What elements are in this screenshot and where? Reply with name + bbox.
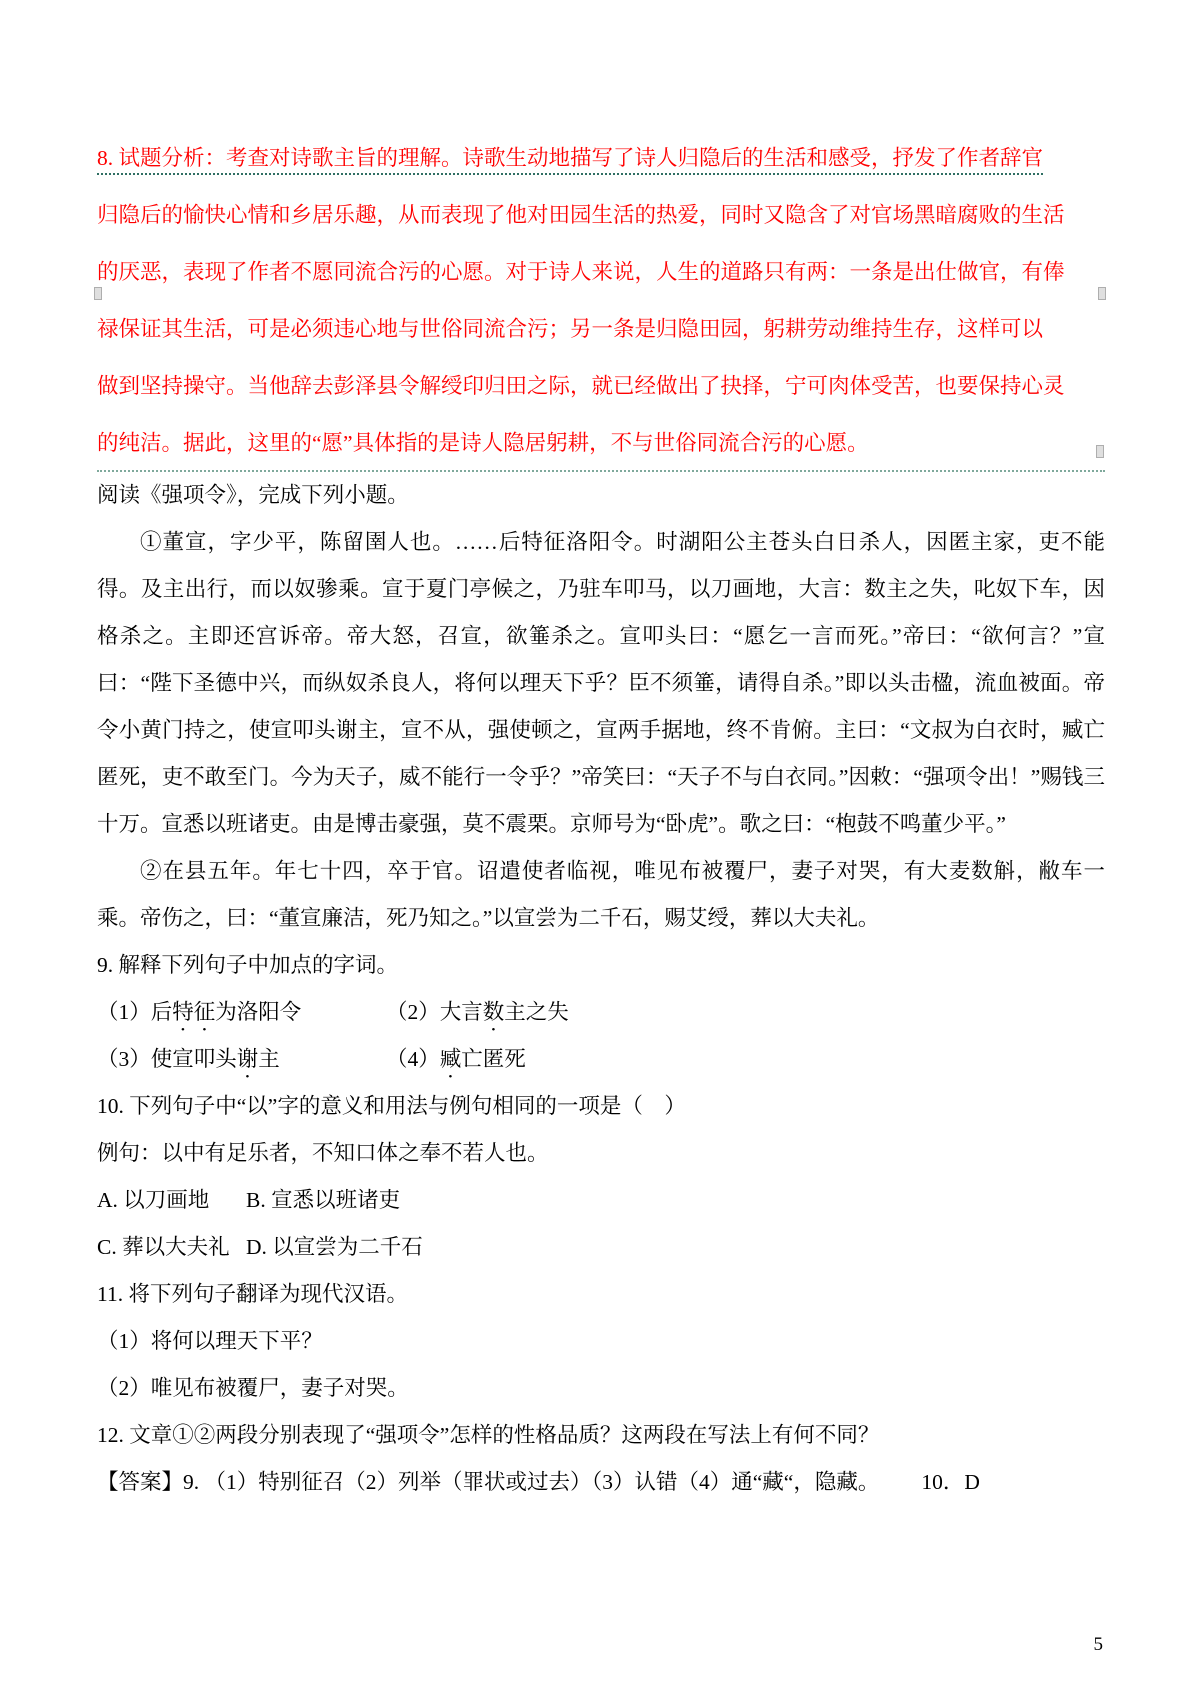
analysis-line xyxy=(97,415,1105,472)
q9-item-1 xyxy=(97,989,386,1036)
q9-item-3-emphasis: 谢 xyxy=(236,1047,259,1071)
question-10-options-row-2 xyxy=(97,1224,1105,1271)
analysis-line xyxy=(97,244,1105,301)
analysis-line-text: 的纯洁。据此，这里的“愿”具体指的是诗人隐居躬耕，不与世俗同流合污的心愿。 xyxy=(97,431,869,455)
question-9-stem: 9. 解释下列句子中加点的字词。 xyxy=(97,953,399,977)
analysis-line-text: 禄保证其生活，可是必须违心地与世俗同流合污；另一条是归隐田园，躬耕劳动维持生存，这样可以 xyxy=(97,317,1044,341)
question-10-options-row-1 xyxy=(97,1177,1105,1224)
page-number: 5 xyxy=(1093,1634,1103,1655)
analysis-line xyxy=(97,301,1105,358)
artifact-mark xyxy=(94,287,102,300)
analysis-line-text: 做到坚持操守。当他辞去彭泽县令解绶印归田之际，就已经做出了抉择，宁可肉体受苦，也要保持心灵 xyxy=(97,374,1065,398)
question-10-stem: 10. 下列句子中“以”字的意义和用法与例句相同的一项是（ ） xyxy=(97,1094,686,1118)
q9-item-4 xyxy=(386,1036,526,1083)
analysis-line xyxy=(97,358,1105,415)
q9-item-1-pre: （1）后 xyxy=(97,1000,173,1024)
q9-item-4-pre: （4） xyxy=(386,1047,440,1071)
question-9-row-1 xyxy=(97,989,1105,1036)
q9-item-1-post: 为洛阳令 xyxy=(215,1000,302,1024)
question-8-analysis xyxy=(97,130,1105,472)
q9-item-1-emphasis: 特征 xyxy=(172,1000,216,1024)
q9-item-3-post: 主 xyxy=(258,1047,280,1071)
passage-paragraph-1: ①董宣，字少平，陈留圉人也。……后特征洛阳令。时湖阳公主苍头白日杀人，因匿主家，吏不能得。及主出行，而以奴骖乘。宣于夏门亭候之，乃驻车叩马，以刀画地，大言：数主之失，叱奴下车，因格杀之。主即还宫诉帝。帝大怒，召宣，欲箠杀之。宣叩头曰：“愿乞一言而死。”帝曰：“欲何言？”宣曰：“陛下圣德中兴，而纵奴杀良人，将何以理天下乎？臣不须箠，请得自杀。”即以头击楹，流血被面。帝令小黄门持之，使宣叩头谢主，宣不从，强使顿之，宣两手据地，终不肯俯。主曰：“文叔为白衣时，臧亡匿死，吏不敢至门。今为天子，威不能行一令乎？”帝笑曰：“天子不与白衣同。”因敕：“强项令出！”赐钱三十万。宣悉以班诸吏。由是博击豪强，莫不震栗。京师号为“卧虎”。歌之曰：“枹鼓不鸣董少平。” xyxy=(97,530,1105,836)
reading-instruction: 阅读《强项令》，完成下列小题。 xyxy=(97,483,409,507)
passage-paragraph-2: ②在县五年。年七十四，卒于官。诏遣使者临视，唯见布被覆尸，妻子对哭，有大麦数斛，敝车一乘。帝伤之，曰：“董宣廉洁，死乃知之。”以宣尝为二千石，赐艾绶，葬以大夫礼。 xyxy=(97,859,1105,930)
artifact-mark xyxy=(1096,445,1104,458)
analysis-line-text: 的厌恶，表现了作者不愿同流合污的心愿。对于诗人来说，人生的道路只有两：一条是出仕做官，有俸 xyxy=(97,260,1065,284)
q11-item-1: （1）将何以理天下平？ xyxy=(97,1329,323,1353)
question-12-stem: 12. 文章①②两段分别表现了“强项令”怎样的性格品质？这两段在写法上有何不同？ xyxy=(97,1423,880,1447)
q9-item-2 xyxy=(386,989,569,1036)
q9-item-2-emphasis: 数 xyxy=(482,1000,505,1024)
q9-item-4-post: 亡匿死 xyxy=(461,1047,526,1071)
option-a: A. 以刀画地 xyxy=(97,1188,210,1212)
option-b: B. 宣悉以班诸吏 xyxy=(246,1188,401,1212)
q11-item-2: （2）唯见布被覆尸，妻子对哭。 xyxy=(97,1376,409,1400)
artifact-mark xyxy=(1098,287,1106,300)
q9-item-2-post: 主之失 xyxy=(504,1000,569,1024)
answer-main: 【答案】9. （1）特别征召（2）列举（罪状或过去）（3）认错（4）通“藏“，隐藏。 xyxy=(97,1470,880,1494)
question-10-example: 例句：以中有足乐者，不知口体之奉不若人也。 xyxy=(97,1141,549,1165)
answer-q10: 10．D xyxy=(921,1470,980,1494)
analysis-line xyxy=(97,130,1105,187)
option-d: D. 以宣尝为二千石 xyxy=(246,1235,423,1259)
analysis-line-text: 8. 试题分析：考查对诗歌主旨的理解。诗歌生动地描写了诗人归隐后的生活和感受，抒发了作者辞官 xyxy=(97,146,1043,175)
reading-section xyxy=(97,472,1105,1506)
question-11-stem: 11. 将下列句子翻译为现代汉语。 xyxy=(97,1282,408,1306)
q9-item-4-emphasis: 臧 xyxy=(439,1047,462,1071)
q9-item-3-pre: （3）使宣叩头 xyxy=(97,1047,237,1071)
analysis-line-text: 归隐后的愉快心情和乡居乐趣，从而表现了他对田园生活的热爱，同时又隐含了对官场黑暗腐败的生活 xyxy=(97,203,1065,227)
option-c: C. 葬以大夫礼 xyxy=(97,1235,230,1259)
analysis-line xyxy=(97,187,1105,244)
question-9-row-2 xyxy=(97,1036,1105,1083)
answer-line xyxy=(97,1459,1105,1506)
q9-item-2-pre: （2）大言 xyxy=(386,1000,483,1024)
q9-item-3 xyxy=(97,1036,386,1083)
